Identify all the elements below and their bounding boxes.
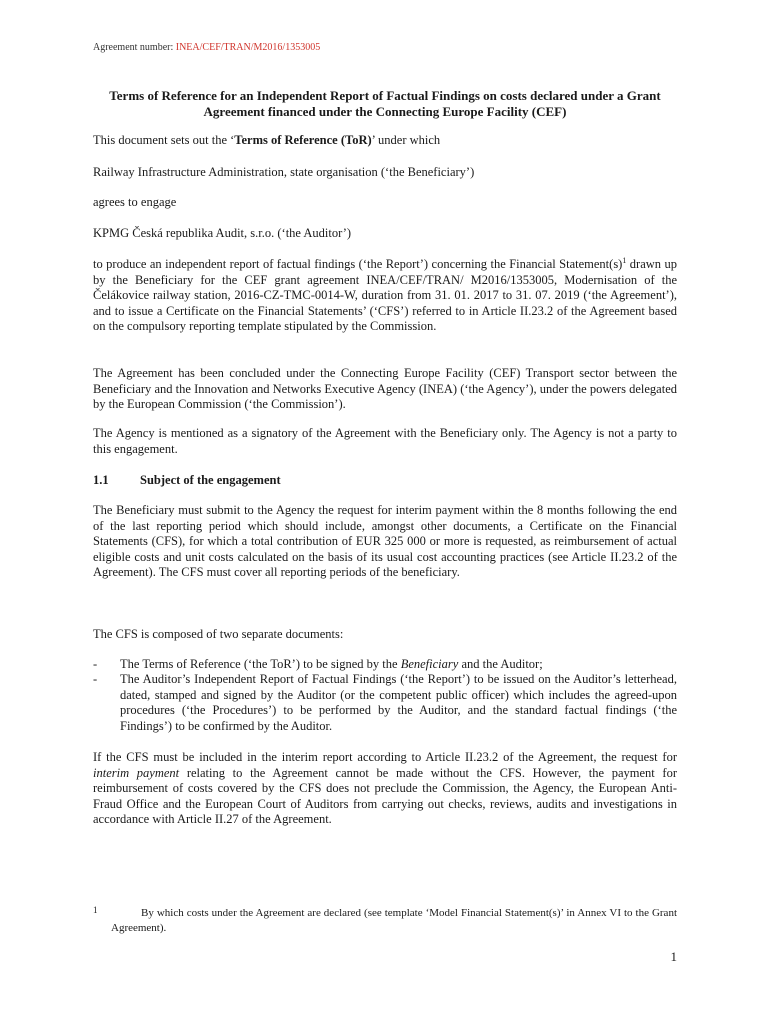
document-title: Terms of Reference for an Independent Report of Factual Findings on costs declared under a Grant Agreement financed under the Connecting Europe Facility (CEF)	[109, 88, 661, 119]
agreement-number-label: Agreement number:	[93, 42, 176, 53]
footnote-mark: 1	[93, 905, 98, 915]
bullet-text: The Auditor’s Independent Report of Factual Findings (‘the Report’) to be issued on the Auditor’s letterhead, dated, stamped and signed by the Auditor (or the competent public officer) which includes the agreed-upon procedures (‘the Procedures’) to be performed by the Auditor, and the standard factual findings (‘the Findings’) to be confirmed by the Auditor.	[120, 672, 677, 733]
section-number: 1.1	[93, 473, 109, 487]
agreement-paragraph: The Agreement has been concluded under the Connecting Europe Facility (CEF) Transport sector between the Beneficiary and the Innovation and Networks Executive Agency (INEA) (‘the Agency’), under the powers delegated by the European Commission (‘the Commission’).	[93, 366, 677, 411]
bullet-text-end: and the Auditor;	[458, 657, 543, 671]
produce-text-end: drawn up by the Beneficiary for the CEF grant agreement INEA/CEF/TRAN/ M2016/1353005, Modernisation of the Čelákovice railway station, 2016-CZ-TMC-0014-W, duration from 31. 01. 2017 to 31. 07. 2019 (‘the Agreement’), and to issue a Certificate on the Financial Statements’ (‘CFS’) referred to in Article II.23.2 of the Agreement based on the compulsory reporting template stipulated by the Commission.	[93, 257, 677, 333]
bullet-text	[120, 657, 677, 673]
intro-text-end: ’ under which	[371, 133, 441, 147]
agency-paragraph: The Agency is mentioned as a signatory of the Agreement with the Beneficiary only. The Agency is not a party to this engagement.	[93, 426, 677, 456]
footnote-reference: 1	[622, 255, 627, 265]
intro-paragraph	[93, 133, 677, 149]
section-title: Subject of the engagement	[140, 473, 281, 487]
produce-text-start: to produce an independent report of factual findings (‘the Report’) concerning the Financial Statement(s)	[93, 257, 623, 271]
interim-text-end: relating to the Agreement cannot be made without the CFS. However, the payment for reimbursement of costs covered by the CFS does not preclude the Commission, the Agency, the European Anti-Fraud Office and the European Court of Auditors from carrying out checks, reviews, audits and investigations in accordance with Article II.27 of the Agreement.	[93, 765, 677, 826]
bullet-dash: -	[93, 672, 98, 686]
intro-text-start: This document sets out the ‘	[93, 133, 235, 147]
section-heading	[93, 473, 281, 488]
beneficiary-line: Railway Infrastructure Administration, state organisation (‘the Beneficiary’)	[93, 165, 475, 179]
produce-paragraph	[93, 257, 677, 335]
list-item	[93, 672, 677, 734]
page-number: 1	[670, 949, 677, 964]
agrees-line: agrees to engage	[93, 195, 177, 209]
subject-paragraph: The Beneficiary must submit to the Agency the request for interim payment within the 8 months following the end of the last reporting period which should include, amongst other documents, a Certificate on the Financial Statements (CFS), for which a total contribution of EUR 325 000 or more is requested, as reimbursement of actual eligible costs and unit costs calculated on the basis of its usual cost accounting practices (see Article II.23.2 of the Agreement). The CFS must cover all reporting periods of the beneficiary.	[93, 503, 677, 579]
auditor-line: KPMG Česká republika Audit, s.r.o. (‘the Auditor’)	[93, 226, 352, 240]
bullet-italic-term: Beneficiary	[400, 657, 459, 671]
footnote	[93, 906, 677, 936]
interim-paragraph	[93, 750, 677, 828]
agreement-number-header	[93, 42, 320, 53]
interim-italic-term: interim payment	[93, 765, 180, 780]
list-item	[93, 657, 677, 673]
interim-text-start: If the CFS must be included in the interim report according to Article II.23.2 of the Agreement, the request for	[93, 750, 677, 764]
agreement-number-value: INEA/CEF/TRAN/M2016/1353005	[175, 42, 321, 53]
bullet-dash: -	[93, 657, 98, 671]
intro-bold-term: Terms of Reference (ToR)	[234, 133, 372, 147]
bullet-text-start: The Terms of Reference (‘the ToR’) to be signed by the	[120, 657, 401, 671]
composed-paragraph: The CFS is composed of two separate documents:	[93, 627, 344, 641]
footnote-text: By which costs under the Agreement are declared (see template ‘Model Financial Statement(s)’ in Annex VI to the Grant Agreement).	[111, 907, 677, 934]
